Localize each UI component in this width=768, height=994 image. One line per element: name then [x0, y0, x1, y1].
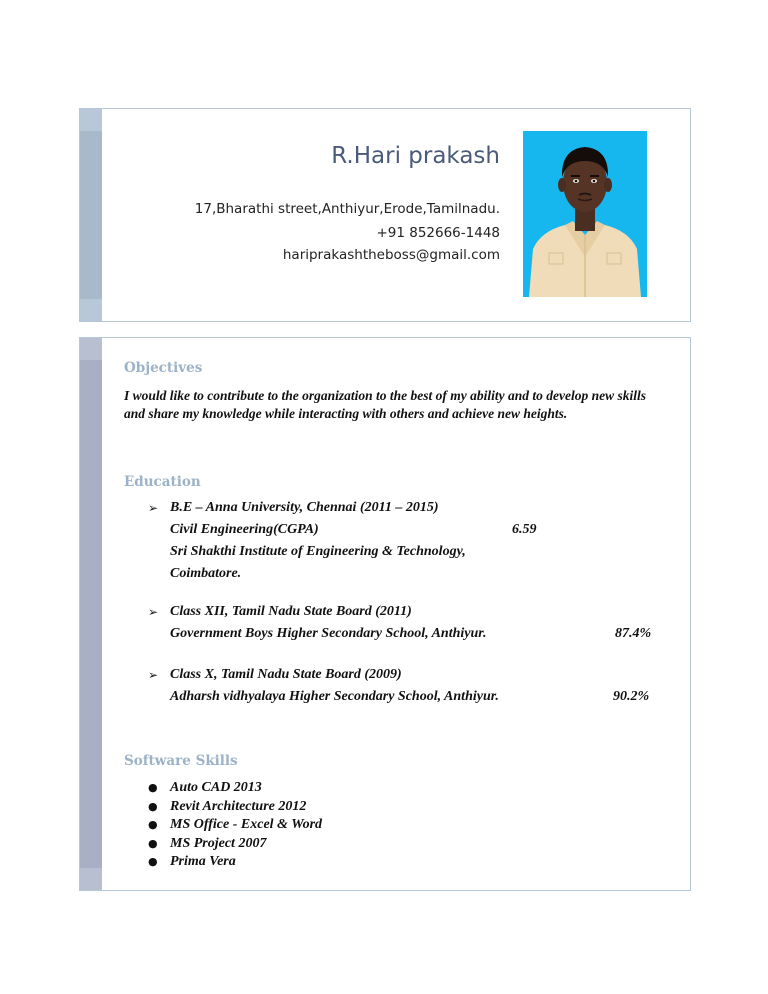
objectives-text: I would like to contribute to the organization to the best of my ability and to develop new skills and share my knowledge while interacting with others and achieve new heights.: [124, 388, 647, 421]
strip-cap-top: [80, 338, 102, 360]
phone-number: +91 852666-1448: [376, 225, 500, 241]
content-accent-strip: [80, 338, 102, 890]
board-line: Class XII, Tamil Nadu State Board (2011): [170, 604, 412, 619]
school-line: Adharsh vidhyalaya Higher Secondary School, Anthiyur.: [170, 689, 499, 704]
strip-cap-top: [80, 109, 102, 131]
arrow-bullet-icon: ➢: [148, 501, 159, 515]
branch-line: Civil Engineering(CGPA): [170, 522, 319, 537]
objectives-heading: Objectives: [124, 360, 203, 376]
software-skills-heading: Software Skills: [124, 753, 238, 769]
x-percentage: 90.2%: [613, 689, 650, 704]
degree-line: B.E – Anna University, Chennai (2011 – 2015): [170, 500, 439, 515]
education-entry-class-xii: [148, 601, 668, 645]
education-entry-class-x: [148, 664, 668, 708]
board-line: Class X, Tamil Nadu State Board (2009): [170, 667, 402, 682]
city-line: Coimbatore.: [170, 566, 242, 581]
cgpa-score: 6.59: [512, 522, 537, 537]
header-section: [79, 108, 691, 322]
strip-cap-bottom: [80, 868, 102, 890]
profile-photo: [523, 131, 647, 297]
education-heading: Education: [124, 474, 201, 490]
portrait-illustration: [523, 131, 647, 297]
content-section: Objectives I would like to contribute to the organization to the best of my ability and to develop new skills and share my knowledge while interacting with others and achieve new heights. Education ➢ B.E – Anna University, Chennai (2011 – 2015) Civil Engineering(CGPA) Sri Shakthi Institute of Engineering & Technology, Coimbatore. 6.59 ➢ Class XII, Tamil Nadu State Board (2011) Government Boys Higher Secondary School, Anthiyur. 87.4% ➢ Class X, Tamil Nadu State Board (2009) Adharsh vidhyalaya Higher Secondary School, Anthiyur. 90.2% Software Skills ● Auto CAD 2013 ● Revit Architecture 2012 ● MS Office - Excel & Word ● MS Project 2007 ● Prima Vera: [79, 337, 691, 891]
candidate-name: R.Hari prakash: [331, 143, 500, 169]
institute-line: Sri Shakthi Institute of Engineering & Technology,: [170, 544, 466, 559]
arrow-bullet-icon: ➢: [148, 605, 159, 619]
bullet-icon: ●: [148, 781, 158, 794]
address: 17,Bharathi street,Anthiyur,Erode,Tamilnadu.: [194, 201, 500, 217]
xii-percentage: 87.4%: [615, 626, 652, 641]
email-address[interactable]: hariprakashtheboss@gmail.com: [282, 247, 500, 263]
strip-cap-bottom: [80, 299, 102, 321]
bullet-icon: ●: [148, 836, 158, 850]
bullet-icon: ●: [148, 855, 158, 868]
header-accent-strip: [80, 109, 102, 321]
bullet-icon: ●: [148, 799, 158, 813]
bullet-icon: ●: [148, 818, 158, 831]
education-entry-be: [148, 497, 668, 587]
school-line: Government Boys Higher Secondary School, Anthiyur.: [170, 626, 487, 641]
arrow-bullet-icon: ➢: [148, 668, 159, 682]
